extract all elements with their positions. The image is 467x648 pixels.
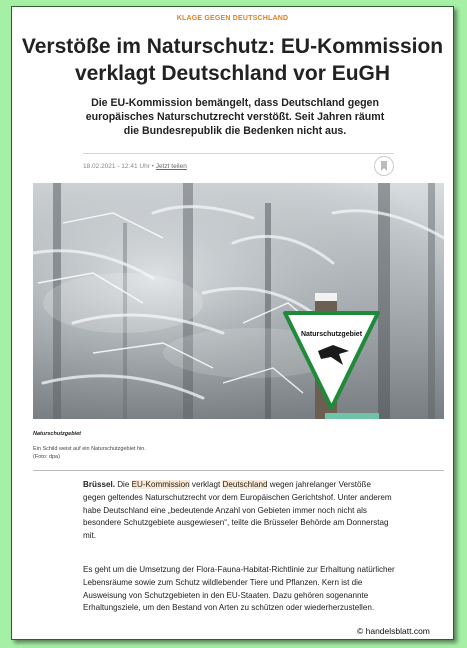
p1-text-b: verklagt xyxy=(191,480,221,489)
copyright-notice: © handelsblatt.com xyxy=(357,626,430,636)
share-link[interactable]: Jetzt teilen xyxy=(155,163,187,170)
teaser-line-1: Die EU-Kommission bemängelt, dass Deutschland gegen xyxy=(91,97,379,109)
publish-date: 18.02.2021 - 12:41 Uhr xyxy=(83,163,150,170)
teaser-line-2: europäisches Naturschutzrecht verstößt. Seit Jahren räumt xyxy=(85,111,385,123)
article-meta xyxy=(83,163,187,170)
sign-label: Naturschutzgebiet xyxy=(300,331,363,338)
meta-separator: • xyxy=(151,163,154,170)
photo-caption-title: Naturschutzgebiet xyxy=(33,431,81,437)
article-headline xyxy=(12,33,453,87)
paragraph-2: Es geht um die Umsetzung der Flora-Fauna-Habitat-Richtlinie zur Erhaltung natürlicher Lebensräume sowie zum Schutz wildlebender Tiere und Pflanzen. Kern ist die Ausweisung von Schutzgebieten in den EU-Staaten. Dazu gehören sogenannte Erhaltungsziele, um den Bestand von Arten zu schützen oder wiederherzustellen. xyxy=(83,565,395,613)
topic-link-eu-kommission[interactable]: EU-Kommission xyxy=(131,480,190,489)
body-divider xyxy=(33,470,444,471)
caption-line-1: Ein Schild weist auf ein Naturschutzgebiet hin. xyxy=(33,446,146,452)
paragraph-1 xyxy=(83,479,395,543)
p1-text-a: Die xyxy=(117,480,130,489)
photo-caption xyxy=(33,445,233,461)
meta-divider-top xyxy=(83,153,394,154)
teaser-line-3: die Bundesrepublik die Bedenken nicht aus. xyxy=(123,125,347,137)
headline-line-2: verklagt Deutschland vor EuGH xyxy=(74,62,391,85)
topic-link-deutschland[interactable]: Deutschland xyxy=(222,480,268,489)
bookmark-icon xyxy=(380,161,388,171)
caption-credit: (Foto: dpa) xyxy=(33,454,60,460)
p1-text-c: wegen jahrelanger Verstöße gegen geltendes Naturschutzrecht vor dem Europäischen Gerichtshof. Unter anderem habe Deutschland eine „bedeutende Anzahl von Gebieten immer noch nicht als besondere Schutzgebiete ausgewiesen“, teilte die Brüsseler Behörde am Donnerstag mit. xyxy=(83,480,392,541)
article-screenshot-frame xyxy=(11,6,454,640)
bookmark-button[interactable] xyxy=(374,156,394,176)
dateline: Brüssel. xyxy=(83,480,115,489)
article-teaser xyxy=(79,96,391,138)
article-kicker[interactable]: KLAGE GEGEN DEUTSCHLAND xyxy=(176,15,289,22)
headline-line-1: Verstöße im Naturschutz: EU-Kommission xyxy=(21,35,444,58)
snowy-forest-sign-image xyxy=(33,183,444,419)
article-photo xyxy=(33,183,444,419)
